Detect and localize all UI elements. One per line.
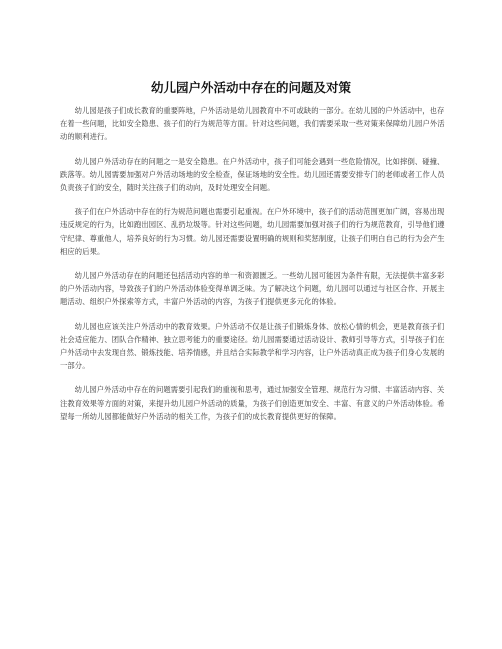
document-body <box>60 104 446 434</box>
paragraph-2: 幼儿园户外活动存在的问题之一是安全隐患。在户外活动中，孩子们可能会遇到一些危险情况，比如摔倒、碰撞、跌落等。幼儿园需要加强对户外活动场地的安全检查，保证场地的安全性。幼儿园还需要安排专门的老师或者工作人员负责孩子们的安全，随时关注孩子们的动向，及时处理安全问题。 <box>60 156 445 193</box>
paragraph-1: 幼儿园是孩子们成长教育的重要阵地，户外活动是幼儿园教育中不可或缺的一部分。在幼儿园的户外活动中，也存在着一些问题，比如安全隐患、孩子们的行为规范等方面。针对这些问题，我们需要采取一些对策来保障幼儿园户外活动的顺利进行。 <box>60 106 445 142</box>
paragraph-4: 幼儿园户外活动存在的问题还包括活动内容的单一和资源匮乏。一些幼儿园可能因为条件有限，无法提供丰富多彩的户外活动内容，导致孩子们的户外活动体验变得单调乏味。为了解决这个问题，幼儿园可以通过与社区合作、开展主题活动、组织户外探索等方式，丰富户外活动的内容，为孩子们提供更多元化的体验。 <box>60 271 445 307</box>
document-title: 幼儿园户外活动中存在的问题及对策 <box>150 80 351 95</box>
paragraph-6: 幼儿园户外活动中存在的问题需要引起我们的重视和思考，通过加强安全管理、规范行为习惯、丰富活动内容、关注教育效果等方面的对策，来提升幼儿园户外活动的质量，为孩子们创造更加安全、丰富、有意义的户外活动体验。希望每一所幼儿园都能做好户外活动的相关工作，为孩子们的成长教育提供更好的保障。 <box>60 385 445 421</box>
paragraph-3: 孩子们在户外活动中存在的行为规范问题也需要引起重视。在户外环境中，孩子们的活动范围更加广阔，容易出现违反规定的行为，比如跑出园区、乱扔垃圾等。针对这些问题，幼儿园需要加强对孩子们的行为规范教育，引导他们遵守纪律、尊重他人，培养良好的行为习惯。幼儿园还需要设置明确的规则和奖惩制度，让孩子们明白自己的行为会产生相应的后果。 <box>60 207 445 256</box>
paragraph-5: 幼儿园也应该关注户外活动中的教育效果。户外活动不仅是让孩子们锻炼身体、放松心情的机会，更是教育孩子们社会适应能力、团队合作精神、独立思考能力的重要途径。幼儿园需要通过活动设计、教师引导等方式，引导孩子们在户外活动中去发现自然、锻炼技能、培养情感，并且结合实际教学和学习内容，让户外活动真正成为孩子们身心发展的一部分。 <box>60 321 445 371</box>
